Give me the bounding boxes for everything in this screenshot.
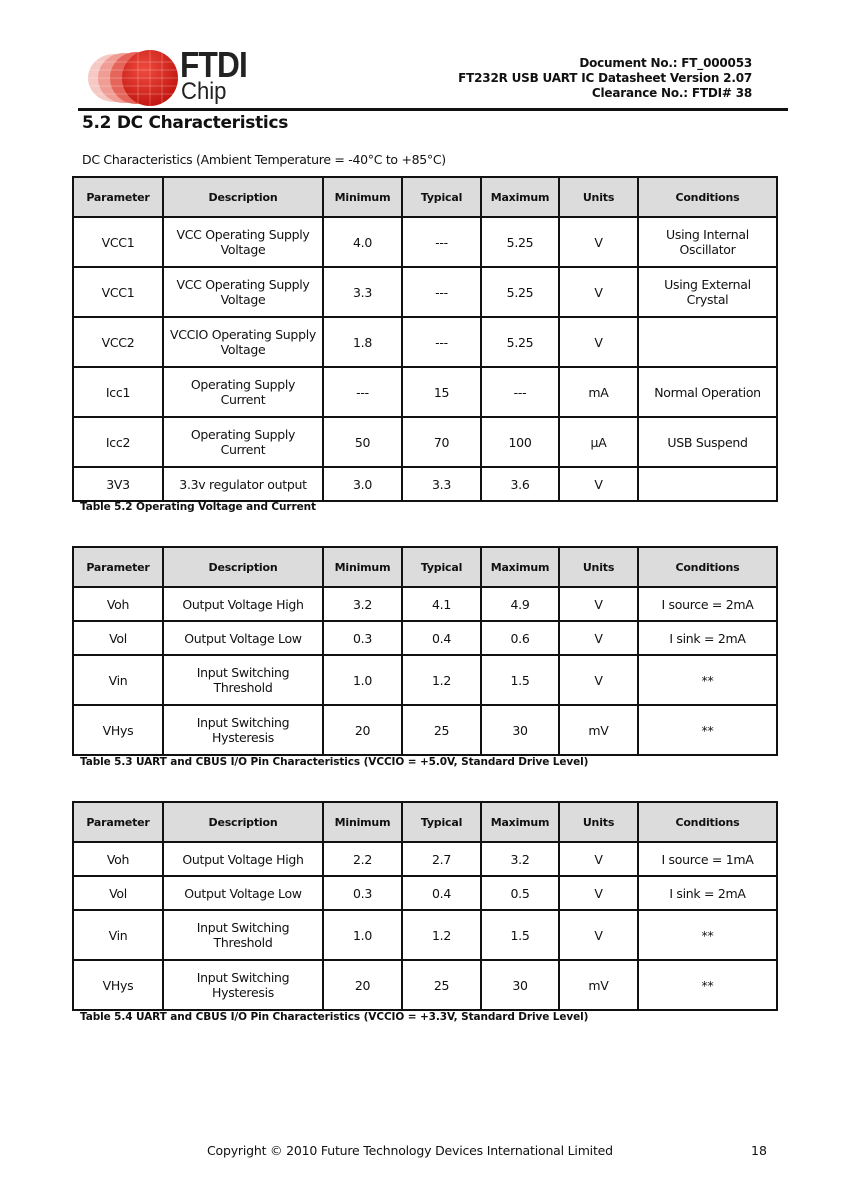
cell-description: Output Voltage Low — [163, 621, 323, 655]
column-header-parameter: Parameter — [73, 802, 163, 842]
table-row — [73, 367, 777, 417]
cell-minimum: 2.2 — [323, 842, 402, 876]
cell-minimum: 4.0 — [323, 217, 402, 267]
cell-units: mV — [559, 705, 638, 755]
cell-minimum: 3.0 — [323, 467, 402, 501]
cell-maximum: 30 — [481, 960, 559, 1010]
cell-parameter: Vol — [73, 621, 163, 655]
table-io-pin-5v — [72, 546, 778, 756]
table-io-pin-3v3 — [72, 801, 778, 1011]
column-header-typical: Typical — [402, 802, 481, 842]
cell-maximum: 3.6 — [481, 467, 559, 501]
table-body — [73, 842, 777, 1010]
column-header-minimum: Minimum — [323, 547, 402, 587]
table-row — [73, 267, 777, 317]
table-body — [73, 587, 777, 755]
cell-conditions: ** — [638, 960, 777, 1010]
cell-conditions: Using Internal Oscillator — [638, 217, 777, 267]
cell-description: Input Switching Hysteresis — [163, 705, 323, 755]
table-row — [73, 467, 777, 501]
document-info — [458, 56, 752, 101]
cell-minimum: 1.0 — [323, 910, 402, 960]
cell-description: Input Switching Threshold — [163, 910, 323, 960]
table-header-row — [73, 177, 777, 217]
column-header-minimum: Minimum — [323, 177, 402, 217]
cell-maximum: 3.2 — [481, 842, 559, 876]
cell-conditions: USB Suspend — [638, 417, 777, 467]
cell-description: Input Switching Hysteresis — [163, 960, 323, 1010]
cell-conditions: I source = 2mA — [638, 587, 777, 621]
table-header-row — [73, 547, 777, 587]
cell-maximum: 4.9 — [481, 587, 559, 621]
table-row — [73, 705, 777, 755]
table-caption: Table 5.3 UART and CBUS I/O Pin Characteristics (VCCIO = +5.0V, Standard Drive Level) — [80, 756, 589, 768]
column-header-description: Description — [163, 547, 323, 587]
cell-typical: 3.3 — [402, 467, 481, 501]
cell-conditions — [638, 467, 777, 501]
clearance-number: Clearance No.: FTDI# 38 — [591, 86, 752, 100]
cell-description: Output Voltage Low — [163, 876, 323, 910]
cell-parameter: 3V3 — [73, 467, 163, 501]
cell-maximum: 30 — [481, 705, 559, 755]
cell-parameter: VCC2 — [73, 317, 163, 367]
cell-typical: 25 — [402, 960, 481, 1010]
header-divider — [78, 108, 788, 111]
column-header-description: Description — [163, 177, 323, 217]
cell-description: Operating Supply Current — [163, 367, 323, 417]
cell-units: V — [559, 587, 638, 621]
cell-typical: 0.4 — [402, 621, 481, 655]
cell-typical: 25 — [402, 705, 481, 755]
cell-typical: --- — [402, 317, 481, 367]
table-caption: Table 5.4 UART and CBUS I/O Pin Characteristics (VCCIO = +3.3V, Standard Drive Level) — [80, 1011, 589, 1023]
cell-units: mA — [559, 367, 638, 417]
cell-typical: --- — [402, 267, 481, 317]
cell-conditions: ** — [638, 655, 777, 705]
cell-minimum: --- — [323, 367, 402, 417]
logo-text-chip: Chip — [181, 78, 227, 105]
cell-description: 3.3v regulator output — [163, 467, 323, 501]
cell-typical: 70 — [402, 417, 481, 467]
cell-parameter: Icc1 — [73, 367, 163, 417]
table-row — [73, 621, 777, 655]
cell-units: V — [559, 217, 638, 267]
cell-maximum: 5.25 — [481, 217, 559, 267]
table-operating-voltage-current — [72, 176, 778, 502]
cell-conditions: Normal Operation — [638, 367, 777, 417]
cell-typical: 4.1 — [402, 587, 481, 621]
cell-minimum: 3.2 — [323, 587, 402, 621]
cell-typical: 1.2 — [402, 655, 481, 705]
column-header-description: Description — [163, 802, 323, 842]
page-number: 18 — [751, 1143, 767, 1158]
cell-description: Output Voltage High — [163, 842, 323, 876]
cell-conditions: I sink = 2mA — [638, 621, 777, 655]
table-row — [73, 587, 777, 621]
table-row — [73, 876, 777, 910]
cell-maximum: 1.5 — [481, 910, 559, 960]
copyright-footer: Copyright © 2010 Future Technology Devices International Limited — [207, 1143, 613, 1158]
cell-typical: 15 — [402, 367, 481, 417]
cell-conditions — [638, 317, 777, 367]
table-row — [73, 910, 777, 960]
table-body — [73, 217, 777, 501]
column-header-maximum: Maximum — [481, 547, 559, 587]
column-header-conditions: Conditions — [638, 547, 777, 587]
cell-maximum: 0.5 — [481, 876, 559, 910]
cell-maximum: 100 — [481, 417, 559, 467]
cell-minimum: 20 — [323, 960, 402, 1010]
ftdi-chip-logo — [84, 44, 247, 108]
table-caption: Table 5.2 Operating Voltage and Current — [80, 501, 316, 513]
cell-maximum: 5.25 — [481, 317, 559, 367]
cell-typical: --- — [402, 217, 481, 267]
cell-description: VCCIO Operating Supply Voltage — [163, 317, 323, 367]
document-number: Document No.: FT_000053 — [579, 56, 752, 70]
cell-minimum: 0.3 — [323, 621, 402, 655]
column-header-maximum: Maximum — [481, 802, 559, 842]
cell-minimum: 1.8 — [323, 317, 402, 367]
table-row — [73, 217, 777, 267]
column-header-maximum: Maximum — [481, 177, 559, 217]
column-header-parameter: Parameter — [73, 547, 163, 587]
datasheet-title: FT232R USB UART IC Datasheet Version 2.07 — [458, 71, 752, 85]
cell-description: Input Switching Threshold — [163, 655, 323, 705]
column-header-units: Units — [559, 802, 638, 842]
cell-maximum: 1.5 — [481, 655, 559, 705]
logo-sphere-icon — [84, 48, 180, 108]
cell-description: Output Voltage High — [163, 587, 323, 621]
cell-units: V — [559, 655, 638, 705]
cell-units: mV — [559, 960, 638, 1010]
cell-description: VCC Operating Supply Voltage — [163, 267, 323, 317]
cell-units: V — [559, 317, 638, 367]
cell-conditions: Using External Crystal — [638, 267, 777, 317]
cell-units: V — [559, 842, 638, 876]
cell-parameter: Vol — [73, 876, 163, 910]
column-header-parameter: Parameter — [73, 177, 163, 217]
column-header-typical: Typical — [402, 547, 481, 587]
cell-parameter: VCC1 — [73, 267, 163, 317]
cell-parameter: VHys — [73, 705, 163, 755]
section-title: 5.2 DC Characteristics — [82, 113, 289, 133]
column-header-conditions: Conditions — [638, 802, 777, 842]
cell-typical: 0.4 — [402, 876, 481, 910]
cell-maximum: 0.6 — [481, 621, 559, 655]
cell-conditions: I source = 1mA — [638, 842, 777, 876]
cell-maximum: --- — [481, 367, 559, 417]
cell-parameter: Voh — [73, 587, 163, 621]
cell-description: VCC Operating Supply Voltage — [163, 217, 323, 267]
table-row — [73, 655, 777, 705]
table-row — [73, 960, 777, 1010]
cell-units: V — [559, 910, 638, 960]
cell-parameter: VHys — [73, 960, 163, 1010]
cell-minimum: 0.3 — [323, 876, 402, 910]
cell-minimum: 1.0 — [323, 655, 402, 705]
table-row — [73, 317, 777, 367]
column-header-conditions: Conditions — [638, 177, 777, 217]
cell-maximum: 5.25 — [481, 267, 559, 317]
cell-parameter: Vin — [73, 655, 163, 705]
logo-text-ftdi: FTDI — [180, 44, 247, 85]
column-header-typical: Typical — [402, 177, 481, 217]
cell-minimum: 3.3 — [323, 267, 402, 317]
table-header-row — [73, 802, 777, 842]
cell-typical: 2.7 — [402, 842, 481, 876]
column-header-units: Units — [559, 547, 638, 587]
section-intro: DC Characteristics (Ambient Temperature = -40°C to +85°C) — [82, 152, 446, 167]
cell-units: V — [559, 876, 638, 910]
cell-conditions: I sink = 2mA — [638, 876, 777, 910]
table-row — [73, 842, 777, 876]
column-header-units: Units — [559, 177, 638, 217]
cell-units: V — [559, 467, 638, 501]
cell-parameter: Vin — [73, 910, 163, 960]
cell-units: µA — [559, 417, 638, 467]
cell-description: Operating Supply Current — [163, 417, 323, 467]
cell-minimum: 20 — [323, 705, 402, 755]
cell-parameter: Voh — [73, 842, 163, 876]
table-row — [73, 417, 777, 467]
cell-parameter: VCC1 — [73, 217, 163, 267]
column-header-minimum: Minimum — [323, 802, 402, 842]
cell-conditions: ** — [638, 705, 777, 755]
cell-units: V — [559, 621, 638, 655]
cell-minimum: 50 — [323, 417, 402, 467]
cell-conditions: ** — [638, 910, 777, 960]
cell-typical: 1.2 — [402, 910, 481, 960]
cell-parameter: Icc2 — [73, 417, 163, 467]
cell-units: V — [559, 267, 638, 317]
